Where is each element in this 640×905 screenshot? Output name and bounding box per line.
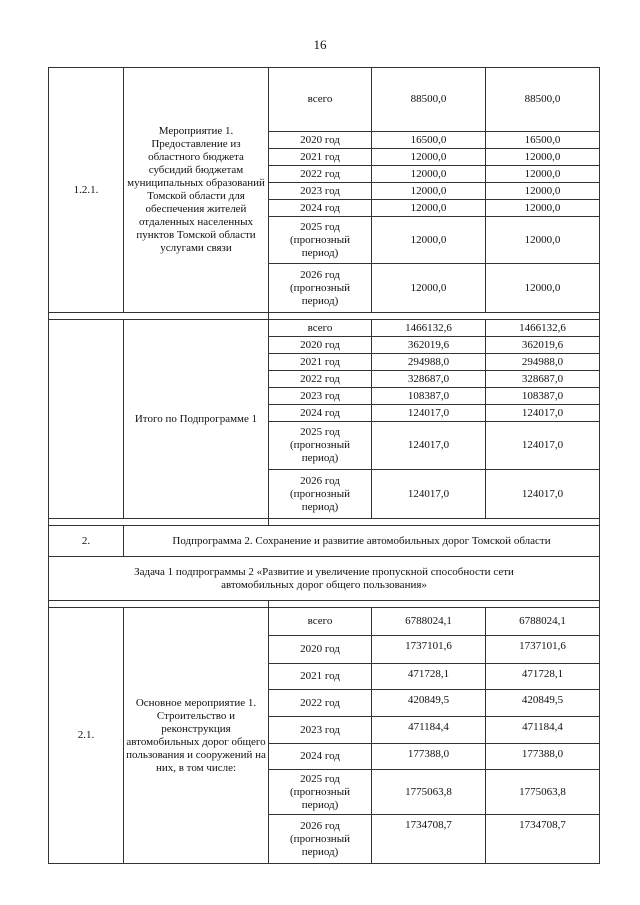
item-number <box>49 320 124 519</box>
value-cell: 88500,0 <box>486 68 600 132</box>
table-row <box>49 68 600 132</box>
period-cell: 2022 год <box>269 690 372 717</box>
subprogram-title: Подпрограмма 2. Сохранение и развитие автомобильных дорог Томской области <box>124 526 600 557</box>
value-cell: 12000,0 <box>372 264 486 313</box>
value-cell: 124017,0 <box>486 470 600 519</box>
period-cell: 2025 год (прогнозный период) <box>269 422 372 470</box>
period-cell: 2024 год <box>269 405 372 422</box>
item-name: Мероприятие 1. Предоставление из областного бюджета субсидий бюджетам муниципальных образований Томской области для обеспечения жителей отдаленных населенных пунктов Томской области услугами связи <box>124 68 269 313</box>
value-cell: 12000,0 <box>486 166 600 183</box>
value-cell: 1466132,6 <box>372 320 486 337</box>
spacer-row <box>49 601 600 608</box>
value-cell: 12000,0 <box>486 183 600 200</box>
value-cell: 12000,0 <box>372 149 486 166</box>
period-cell: 2026 год (прогнозный период) <box>269 264 372 313</box>
value-cell: 177388,0 <box>372 744 486 770</box>
period-cell: 2021 год <box>269 354 372 371</box>
value-cell: 420849,5 <box>486 690 600 717</box>
value-cell: 12000,0 <box>486 149 600 166</box>
value-cell: 124017,0 <box>486 405 600 422</box>
value-cell: 294988,0 <box>486 354 600 371</box>
period-cell: 2022 год <box>269 371 372 388</box>
task-row <box>49 557 600 601</box>
value-cell: 420849,5 <box>372 690 486 717</box>
value-cell: 294988,0 <box>372 354 486 371</box>
value-cell: 12000,0 <box>372 217 486 264</box>
period-cell: 2023 год <box>269 388 372 405</box>
period-cell: всего <box>269 68 372 132</box>
value-cell: 124017,0 <box>372 422 486 470</box>
period-cell: 2024 год <box>269 744 372 770</box>
value-cell: 471728,1 <box>372 664 486 690</box>
period-cell: 2025 год (прогнозный период) <box>269 217 372 264</box>
value-cell: 12000,0 <box>372 183 486 200</box>
value-cell: 108387,0 <box>372 388 486 405</box>
value-cell: 124017,0 <box>372 470 486 519</box>
item-number: 2.1. <box>49 608 124 864</box>
budget-table <box>48 67 600 864</box>
period-cell: 2023 год <box>269 183 372 200</box>
item-name: Итого по Подпрограмме 1 <box>124 320 269 519</box>
table-row <box>49 608 600 636</box>
value-cell: 12000,0 <box>372 166 486 183</box>
value-cell: 124017,0 <box>486 422 600 470</box>
period-cell: 2025 год (прогнозный период) <box>269 770 372 815</box>
period-cell: 2021 год <box>269 149 372 166</box>
value-cell: 177388,0 <box>486 744 600 770</box>
value-cell: 88500,0 <box>372 68 486 132</box>
value-cell: 471184,4 <box>372 717 486 744</box>
value-cell: 1734708,7 <box>486 815 600 864</box>
period-cell: 2020 год <box>269 636 372 664</box>
value-cell: 6788024,1 <box>486 608 600 636</box>
value-cell: 471728,1 <box>486 664 600 690</box>
period-cell: 2023 год <box>269 717 372 744</box>
value-cell: 12000,0 <box>486 200 600 217</box>
value-cell: 1775063,8 <box>372 770 486 815</box>
value-cell: 108387,0 <box>486 388 600 405</box>
value-cell: 471184,4 <box>486 717 600 744</box>
value-cell: 1734708,7 <box>372 815 486 864</box>
spacer-row <box>49 519 600 526</box>
value-cell: 124017,0 <box>372 405 486 422</box>
period-cell: 2020 год <box>269 337 372 354</box>
period-cell: всего <box>269 320 372 337</box>
item-number: 1.2.1. <box>49 68 124 313</box>
task-title: Задача 1 подпрограммы 2 «Развитие и увеличение пропускной способности сети автомобильных дорог общего пользования» <box>49 557 600 601</box>
period-cell: всего <box>269 608 372 636</box>
item-name: Основное мероприятие 1. Строительство и реконструкция автомобильных дорог общего пользования и сооружений на них, в том числе: <box>124 608 269 864</box>
period-cell: 2024 год <box>269 200 372 217</box>
value-cell: 328687,0 <box>486 371 600 388</box>
value-cell: 12000,0 <box>486 217 600 264</box>
period-cell: 2020 год <box>269 132 372 149</box>
value-cell: 328687,0 <box>372 371 486 388</box>
period-cell: 2022 год <box>269 166 372 183</box>
value-cell: 362019,6 <box>486 337 600 354</box>
period-cell: 2026 год (прогнозный период) <box>269 815 372 864</box>
table-row <box>49 320 600 337</box>
page-number: 16 <box>313 37 327 52</box>
spacer-row <box>49 313 600 320</box>
value-cell: 6788024,1 <box>372 608 486 636</box>
subprogram-row <box>49 526 600 557</box>
period-cell: 2021 год <box>269 664 372 690</box>
value-cell: 12000,0 <box>372 200 486 217</box>
value-cell: 362019,6 <box>372 337 486 354</box>
value-cell: 1737101,6 <box>372 636 486 664</box>
subprogram-number: 2. <box>49 526 124 557</box>
value-cell: 12000,0 <box>486 264 600 313</box>
value-cell: 16500,0 <box>372 132 486 149</box>
value-cell: 1466132,6 <box>486 320 600 337</box>
value-cell: 16500,0 <box>486 132 600 149</box>
value-cell: 1737101,6 <box>486 636 600 664</box>
period-cell: 2026 год (прогнозный период) <box>269 470 372 519</box>
value-cell: 1775063,8 <box>486 770 600 815</box>
